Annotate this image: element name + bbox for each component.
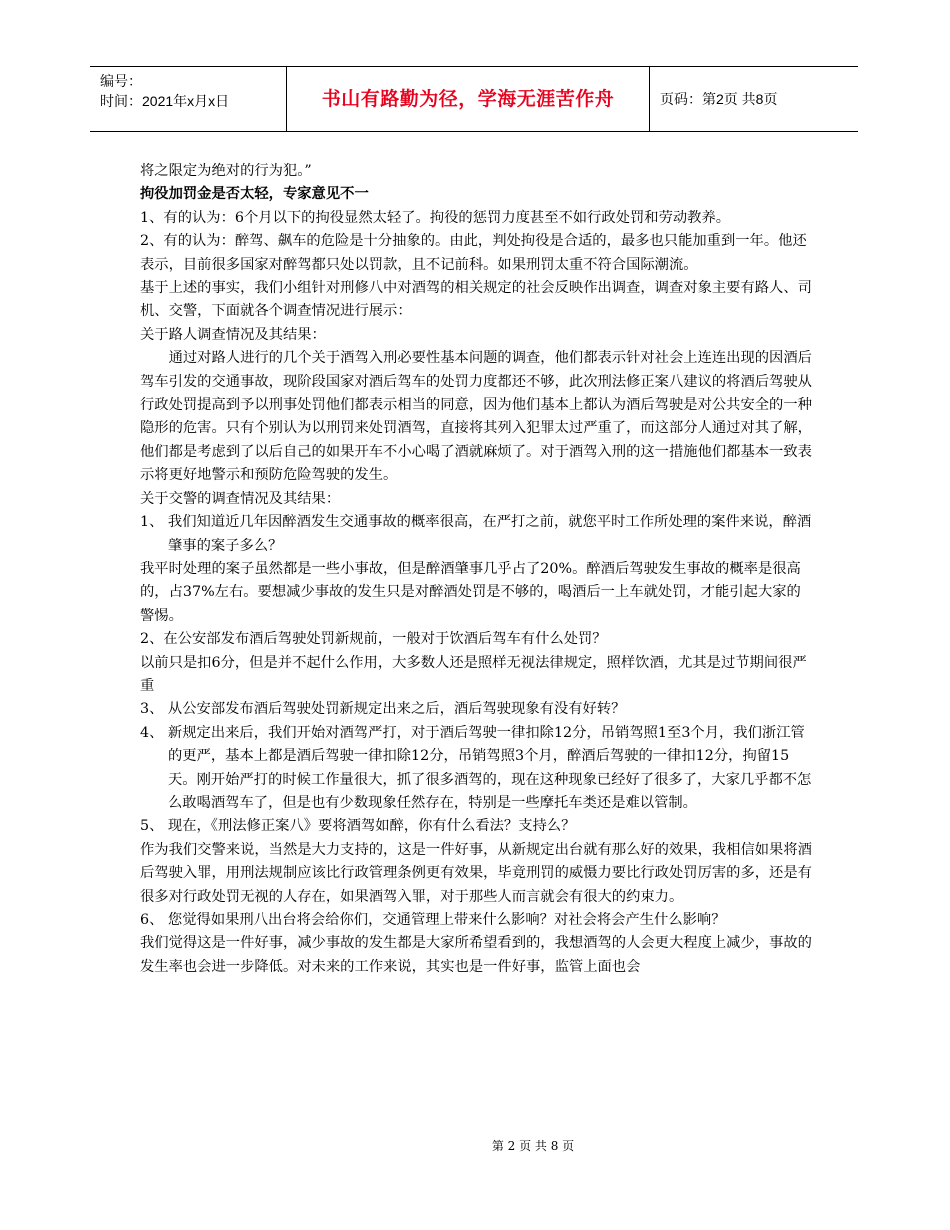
answer-6: 我们觉得这是一件好事，减少事故的发生都是大家所希望看到的，我想酒驾的人会更大程度上减少，事故的发生率也会进一步降低。对未来的工作来说，其实也是一件好事，监管上面也会 — [140, 935, 812, 975]
section-heading: 拘役加罚金是否太轻，专家意见不一 — [140, 186, 369, 203]
question-2: 2、在公安部发布酒后驾驶处罚新规前，一般对于饮酒后驾车有什么处罚？ — [140, 631, 607, 648]
opinion-item-1: 1、有的认为：6个月以下的拘役显然太轻了。拘役的惩罚力度甚至不如行政处罚和劳动教养。 — [140, 209, 731, 226]
pedestrian-survey-heading: 关于路人调查情况及其结果： — [140, 326, 326, 343]
page-header — [90, 66, 858, 132]
header-number: 编号： — [100, 73, 142, 89]
question-1: 1、 我们知道近几年因醉酒发生交通事故的概率很高，在严打之前，就您平时工作所处理的案件来说，醉酒肇事的案子多么？ — [140, 514, 812, 554]
answer-3: 4、 新规定出来后，我们开始对酒驾严打，对于酒后驾驶一律扣除12分，吊销驾照1至3个月，我们浙江管的更严，基本上都是酒后驾驶一律扣除12分，吊销驾照3个月，醉酒后驾驶的一律扣12分，拘留15天。刚开始严打的时候工作量很大，抓了很多酒驾的，现在这种现象已经好了很多了，大家几乎都不怎么敢喝酒驾车了，但是也有少数现象任然存在，特别是一些摩托车类还是难以管制。 — [140, 724, 812, 811]
header-motto: 书山有路勤为径，学海无涯苦作舟 — [321, 88, 615, 110]
header-divider-right — [649, 67, 650, 131]
question-3: 3、 从公安部发布酒后驾驶处罚新规定出来之后，酒后驾驶现象有没有好转？ — [140, 701, 626, 718]
question-5: 5、 现在，《刑法修正案八》要将酒驾如醉，你有什么看法？支持么？ — [140, 818, 576, 835]
police-survey-heading: 关于交警的调查情况及其结果： — [140, 490, 341, 507]
footer-page-number: 第 2 页 共 8 页 — [491, 1139, 575, 1153]
answer-1: 我平时处理的案子虽然都是一些小事故，但是醉酒肇事几乎占了20%。醉酒后驾驶发生事故的概率是很高的，占37%左右。要想减少事故的发生只是对醉酒处罚是不够的，喝酒后一上车就处罚，才能引起大家的警惕。 — [140, 560, 801, 624]
pedestrian-survey-result: 通过对路人进行的几个关于酒驾入刑必要性基本问题的调查，他们都表示针对社会上连连出现的因酒后驾车引发的交通事故，现阶段国家对酒后驾车的处罚力度都还不够，此次刑法修正案八建议的将酒后驾驶从行政处罚提高到予以刑事处罚他们都表示相当的同意，因为他们基本上都认为酒后驾驶是对公共安全的一种隐形的危害。只有个别认为以刑罚来处罚酒驾，直接将其列入犯罪太过严重了，而这部分人通过对其了解，他们都是考虑到了以后自己的如果开车不小心喝了酒就麻烦了。对于酒驾入刑的这一措施他们都基本一致表示将更好地警示和预防危险驾驶的发生。 — [140, 350, 812, 484]
page-footer — [0, 1137, 950, 1154]
answer-2: 以前只是扣6分，但是并不起什么作用，大多数人还是照样无视法律规定，照样饮酒，尤其是过节期间很严重 — [140, 654, 807, 694]
question-6: 6、 您觉得如果刑八出台将会给你们，交通管理上带来什么影响？对社会将会产生什么影响？ — [140, 912, 726, 928]
header-info — [100, 71, 229, 111]
document-body — [140, 160, 812, 979]
paragraph-continuation: 将之限定为绝对的行为犯。” — [140, 163, 312, 179]
opinion-item-2: 2、有的认为：醉驾、飙车的危险是十分抽象的。由此，判处拘役是合适的，最多也只能加重到一年。他还表示，目前很多国家对醉驾都只处以罚款，且不记前科。如果刑罚太重不符合国际潮流。 — [140, 233, 807, 273]
header-page-number: 页码：第2页 共8页 — [660, 91, 778, 107]
header-time: 时间：2021年x月x日 — [100, 93, 230, 109]
answer-5: 作为我们交警来说，当然是大力支持的，这是一件好事，从新规定出台就有那么好的效果，我相信如果将酒后驾驶入罪，用刑法规制应该比行政管理条例更有效果，毕竟刑罚的威慑力要比行政处罚厉害的多，还是有很多对行政处罚无视的人存在，如果酒驾入罪，对于那些人而言就会有很大的约束力。 — [140, 841, 812, 905]
survey-intro: 基于上述的事实，我们小组针对刑修八中对酒驾的相关规定的社会反映作出调查，调查对象主要有路人、司机、交警，下面就各个调查情况进行展示： — [140, 280, 812, 320]
